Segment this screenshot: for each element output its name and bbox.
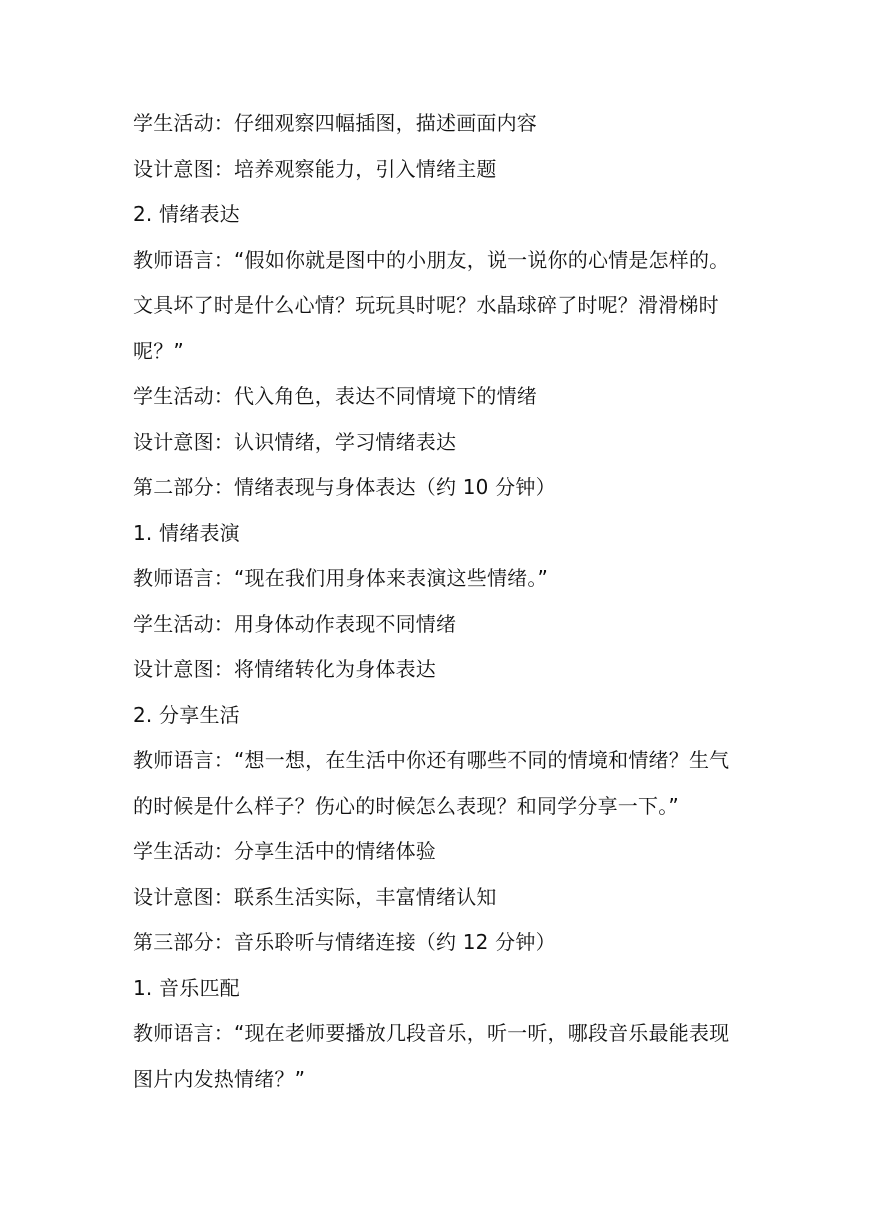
teacher-language-continuation: 图片内发热情绪？” (133, 1066, 306, 1091)
design-intent-line: 设计意图：将情绪转化为身体表达 (133, 657, 436, 681)
teacher-language-line: 教师语言：“想一想，在生活中你还有哪些不同的情境和情绪？生气 (133, 748, 730, 772)
teacher-language-continuation: 呢？” (133, 338, 184, 363)
section-heading: 1. 音乐匹配 (133, 975, 240, 1000)
teacher-language-line: 教师语言：“假如你就是图中的小朋友，说一说你的心情是怎样的。 (133, 247, 730, 272)
teacher-language-continuation: 的时候是什么样子？伤心的时候怎么表现？和同学分享一下。” (133, 793, 679, 818)
teacher-language-line: 教师语言：“现在老师要播放几段音乐，听一听，哪段音乐最能表现 (133, 1021, 730, 1045)
student-activity-line: 学生活动：仔细观察四幅插图，描述画面内容 (133, 111, 537, 135)
student-activity-line: 学生活动：分享生活中的情绪体验 (133, 839, 436, 863)
design-intent-line: 设计意图：认识情绪，学习情绪表达 (133, 429, 457, 454)
section-heading: 1. 情绪表演 (133, 520, 240, 545)
teacher-language-continuation: 文具坏了时是什么心情？玩玩具时呢？水晶球碎了时呢？滑滑梯时 (133, 293, 719, 317)
student-activity-line: 学生活动：用身体动作表现不同情绪 (133, 611, 457, 636)
section-heading: 2. 情绪表达 (133, 202, 240, 226)
section-heading: 2. 分享生活 (133, 702, 240, 727)
part-heading: 第三部分：音乐聆听与情绪连接（约 12 分钟） (133, 930, 556, 954)
document-body (133, 112, 773, 1113)
design-intent-line: 设计意图：培养观察能力，引入情绪主题 (133, 156, 497, 181)
design-intent-line: 设计意图：联系生活实际，丰富情绪认知 (133, 884, 497, 909)
part-heading: 第二部分：情绪表现与身体表达（约 10 分钟） (133, 475, 556, 499)
student-activity-line: 学生活动：代入角色，表达不同情境下的情绪 (133, 384, 537, 408)
teacher-language-line: 教师语言：“现在我们用身体来表演这些情绪。” (133, 566, 549, 590)
